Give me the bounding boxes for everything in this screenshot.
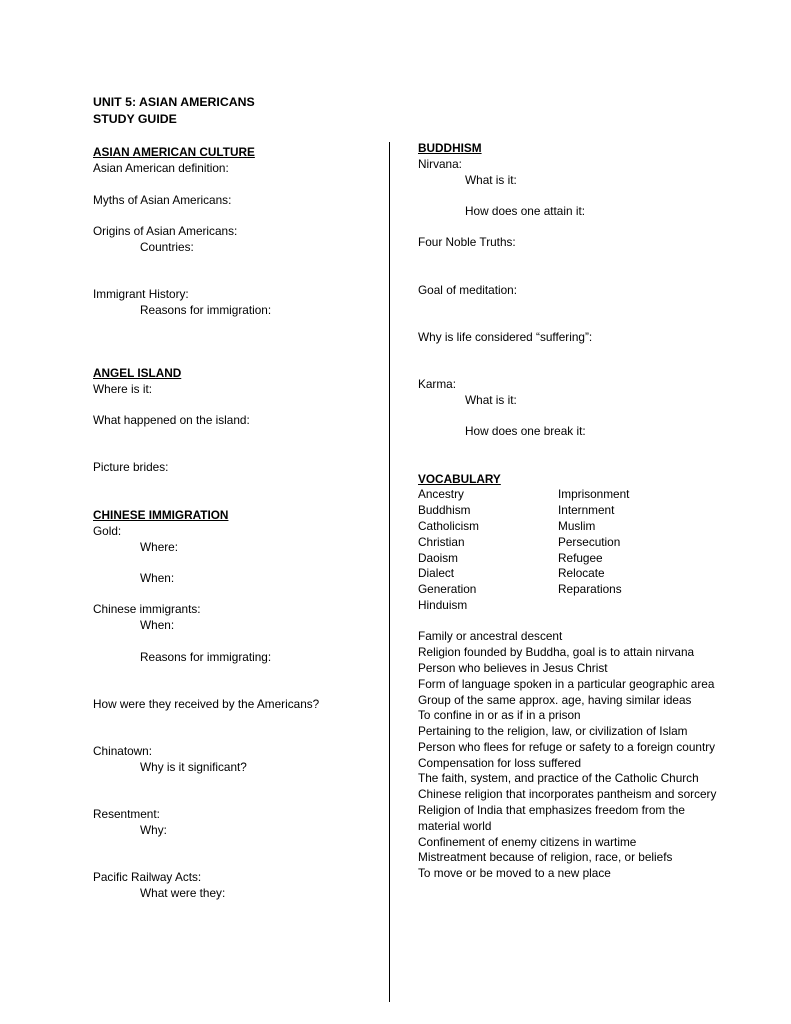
prompt-goal-of-meditation: Goal of meditation:	[418, 283, 518, 297]
prompt-reasons-for-immigration: Reasons for immigration:	[140, 303, 272, 317]
vocab-term: Imprisonment	[558, 487, 630, 501]
prompt-origins: Origins of Asian Americans:	[93, 224, 238, 238]
definition-line: Form of language spoken in a particular geographic area	[418, 677, 715, 691]
section-header-vocabulary: VOCABULARY	[418, 472, 501, 486]
prompt-chinatown: Chinatown:	[93, 744, 153, 758]
prompt-picture-brides: Picture brides:	[93, 460, 169, 474]
vocab-term: Daoism	[418, 551, 458, 565]
prompt-nirvana-attain: How does one attain it:	[465, 204, 586, 218]
section-header-chinese-immigration: CHINESE IMMIGRATION	[93, 508, 229, 522]
prompt-why-suffering: Why is life considered “suffering”:	[418, 330, 593, 344]
prompt-gold-where: Where:	[140, 540, 179, 554]
definition-line: Confinement of enemy citizens in wartime	[418, 835, 637, 849]
prompt-pacific-railway: Pacific Railway Acts:	[93, 870, 202, 884]
prompt-resentment-why: Why:	[140, 823, 167, 837]
prompt-nirvana: Nirvana:	[418, 157, 462, 171]
definition-line: Pertaining to the religion, law, or civilization of Islam	[418, 724, 688, 738]
vocab-term: Hinduism	[418, 598, 468, 612]
prompt-immigrant-history: Immigrant History:	[93, 287, 189, 301]
prompt-resentment: Resentment:	[93, 807, 160, 821]
definition-line: Religion of India that emphasizes freedom from the	[418, 803, 685, 817]
page-title-line-2: STUDY GUIDE	[93, 112, 177, 126]
definition-line: material world	[418, 819, 492, 833]
column-divider	[389, 142, 390, 1002]
section-header-angel-island: ANGEL ISLAND	[93, 366, 182, 380]
definition-line: Person who believes in Jesus Christ	[418, 661, 608, 675]
vocab-term: Reparations	[558, 582, 622, 596]
definition-line: To move or be moved to a new place	[418, 866, 611, 880]
prompt-nirvana-what: What is it:	[465, 173, 517, 187]
definition-line: Chinese religion that incorporates pantheism and sorcery	[418, 787, 717, 801]
definition-line: Compensation for loss suffered	[418, 756, 582, 770]
definition-line: Person who flees for refuge or safety to a foreign country	[418, 740, 716, 754]
definition-line: To confine in or as if in a prison	[418, 708, 581, 722]
prompt-how-received: How were they received by the Americans?	[93, 697, 320, 711]
prompt-myths: Myths of Asian Americans:	[93, 193, 232, 207]
vocab-term: Internment	[558, 503, 615, 517]
vocab-term: Relocate	[558, 566, 605, 580]
definition-line: Mistreatment because of religion, race, or beliefs	[418, 850, 673, 864]
vocab-term: Muslim	[558, 519, 596, 533]
prompt-asian-american-definition: Asian American definition:	[93, 161, 229, 175]
prompt-countries: Countries:	[140, 240, 194, 254]
prompt-why-significant: Why is it significant?	[140, 760, 247, 774]
prompt-what-happened: What happened on the island:	[93, 413, 250, 427]
prompt-chinese-immigrants: Chinese immigrants:	[93, 602, 201, 616]
vocab-term: Refugee	[558, 551, 603, 565]
prompt-gold: Gold:	[93, 524, 122, 538]
prompt-chinese-immigrants-when: When:	[140, 618, 175, 632]
vocab-term: Christian	[418, 535, 465, 549]
page-title-line-1: UNIT 5: ASIAN AMERICANS	[93, 95, 255, 109]
definition-line: Group of the same approx. age, having similar ideas	[418, 693, 692, 707]
definition-line: Family or ancestral descent	[418, 629, 563, 643]
prompt-reasons-for-immigrating: Reasons for immigrating:	[140, 650, 272, 664]
vocab-term: Dialect	[418, 566, 455, 580]
definition-line: The faith, system, and practice of the Catholic Church	[418, 771, 699, 785]
vocab-term: Persecution	[558, 535, 621, 549]
vocab-term: Catholicism	[418, 519, 479, 533]
vocab-term: Generation	[418, 582, 477, 596]
vocab-term: Buddhism	[418, 503, 471, 517]
vocab-term: Ancestry	[418, 487, 464, 501]
prompt-gold-when: When:	[140, 571, 175, 585]
prompt-karma-what: What is it:	[465, 393, 517, 407]
prompt-what-were-they: What were they:	[140, 886, 226, 900]
definition-line: Religion founded by Buddha, goal is to attain nirvana	[418, 645, 695, 659]
prompt-karma: Karma:	[418, 377, 457, 391]
section-header-buddhism: BUDDHISM	[418, 141, 482, 155]
prompt-where-is-it: Where is it:	[93, 382, 152, 396]
section-header-asian-american-culture: ASIAN AMERICAN CULTURE	[93, 145, 255, 159]
prompt-karma-break: How does one break it:	[465, 424, 586, 438]
prompt-four-noble-truths: Four Noble Truths:	[418, 235, 516, 249]
